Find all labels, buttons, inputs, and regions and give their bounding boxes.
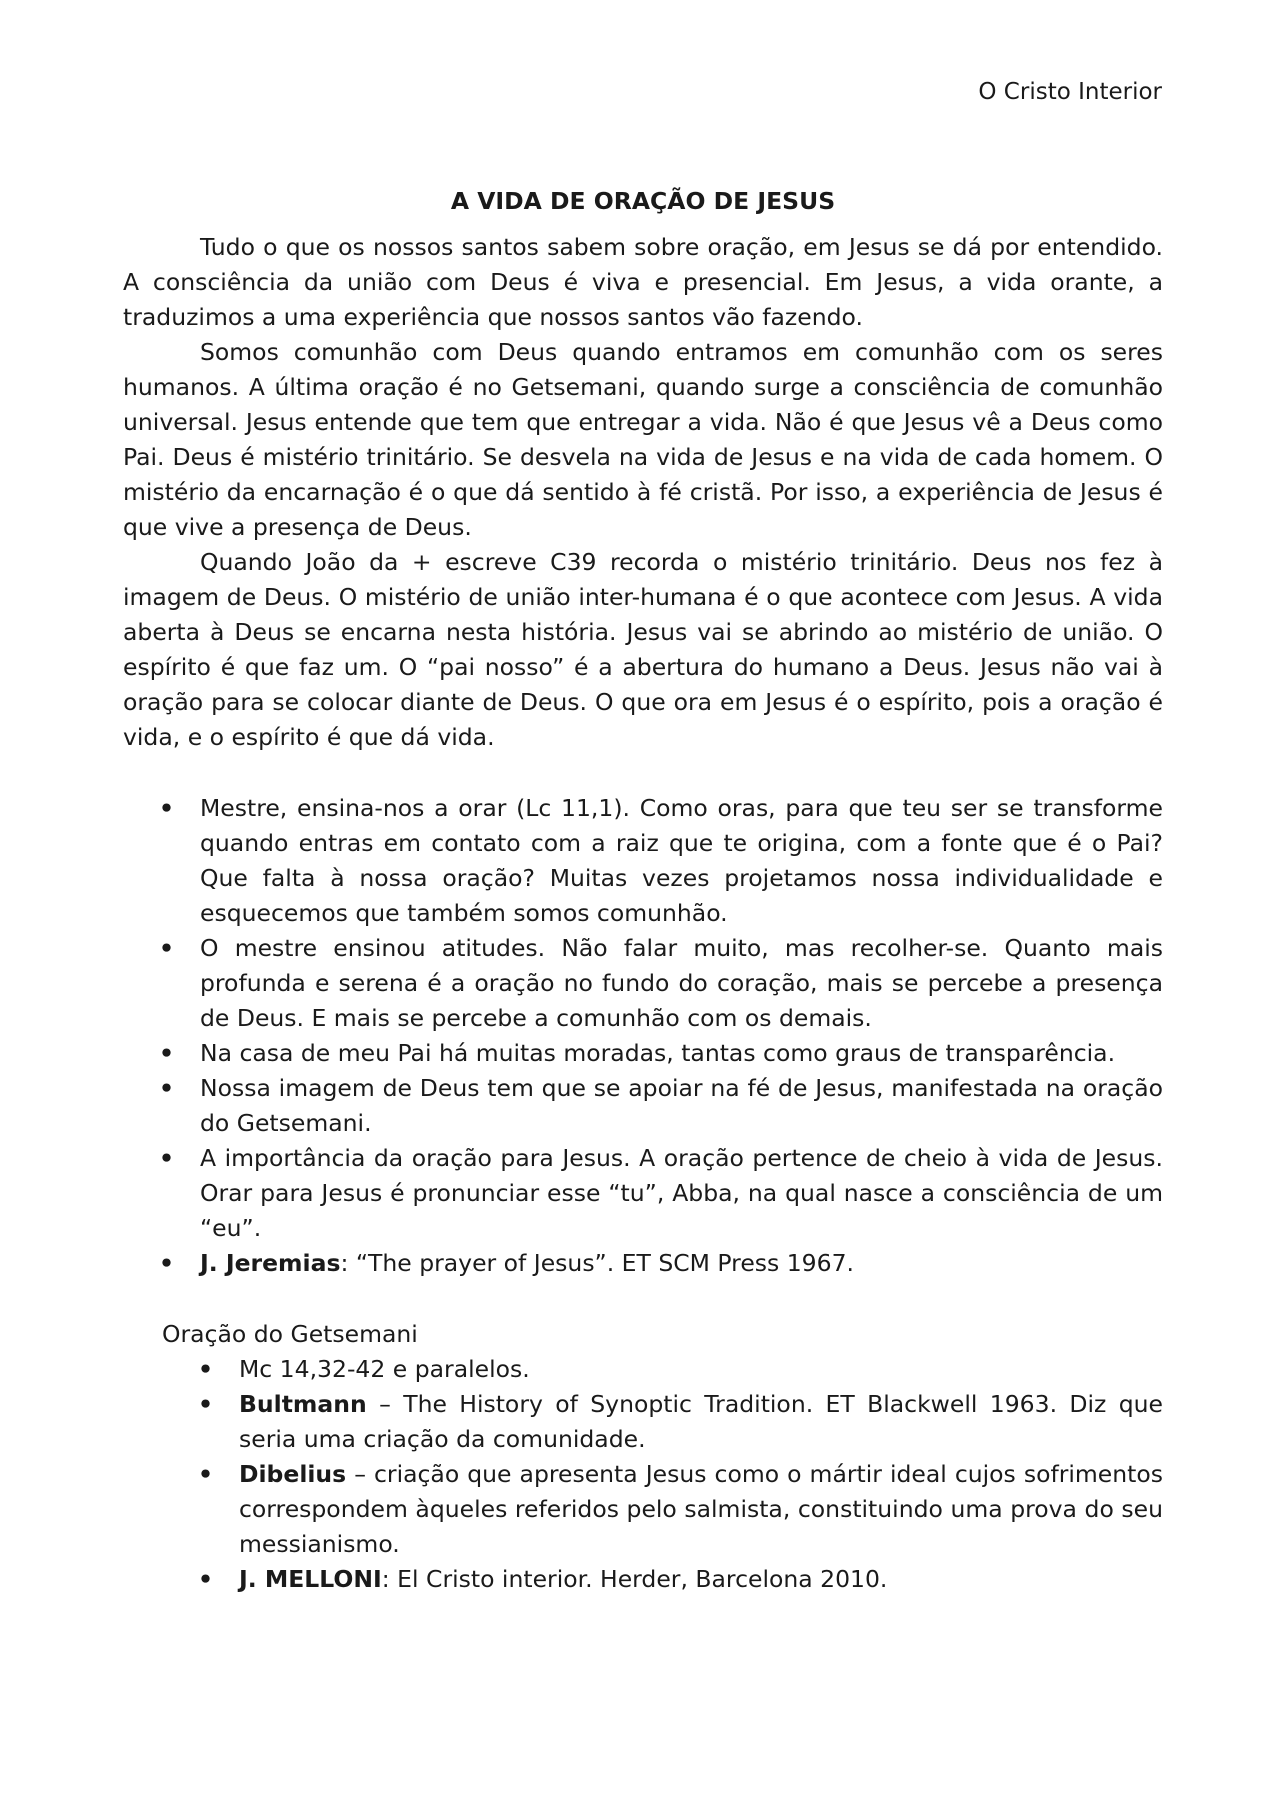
list-item-text: Mc 14,32-42 e paralelos. <box>239 1355 530 1383</box>
list-item-text: Mestre, ensina-nos a orar (Lc 11,1). Como oras, para que teu ser se transforme quando entras em contato com a raiz que te origina, com a fonte que é o Pai? Que falta à nossa oração? Muitas vezes projetamos nossa individualidade e esquecemos que também somos comunhão. <box>200 794 1163 927</box>
spacer <box>123 755 1163 791</box>
bullet-icon: • <box>159 1074 175 1102</box>
bullet-icon: • <box>198 1355 214 1383</box>
list-item-reference <box>123 1246 1163 1281</box>
reference-author: Bultmann <box>239 1390 367 1418</box>
paragraph: Tudo o que os nossos santos sabem sobre oração, em Jesus se dá por entendido. A consciência da união com Deus é viva e presencial. Em Jesus, a vida orante, a traduzimos a uma experiência que nossos santos vão fazendo. <box>123 233 1163 331</box>
list-item <box>123 1352 1163 1387</box>
list-item-text: Nossa imagem de Deus tem que se apoiar na fé de Jesus, manifestada na oração do Getsemani. <box>200 1074 1163 1137</box>
paragraph: Quando João da + escreve C39 recorda o mistério trinitário. Deus nos fez à imagem de Deus. O mistério de união inter-humana é o que acontece com Jesus. A vida aberta à Deus se encarna nesta história. Jesus vai se abrindo ao mistério de união. O espírito é que faz um. O “pai nosso” é a abertura do humano a Deus. Jesus não vai à oração para se colocar diante de Deus. O que ora em Jesus é o espírito, pois a oração é vida, e o espírito é que dá vida. <box>123 548 1163 751</box>
reference-text: : El Cristo interior. Herder, Barcelona 2010. <box>381 1565 888 1593</box>
document-title: A VIDA DE ORAÇÃO DE JESUS <box>450 187 836 215</box>
running-header: O Cristo Interior <box>978 79 1162 105</box>
list-item-text: O mestre ensinou atitudes. Não falar muito, mas recolher-se. Quanto mais profunda e serena é a oração no fundo do coração, mais se percebe a presença de Deus. E mais se percebe a comunhão com os demais. <box>200 934 1163 1032</box>
bullet-list <box>123 791 1163 1281</box>
bullet-icon: • <box>198 1565 214 1593</box>
list-item <box>123 931 1163 1036</box>
spacer <box>123 1281 1163 1317</box>
bullet-icon: • <box>159 934 175 962</box>
reference-text: – criação que apresenta Jesus como o mártir ideal cujos sofrimentos correspondem àqueles referidos pelo salmista, constituindo uma prova do seu messianismo. <box>239 1460 1163 1558</box>
bullet-icon: • <box>159 1039 175 1067</box>
list-item-reference <box>123 1387 1163 1457</box>
list-item <box>123 1071 1163 1141</box>
paragraph: Somos comunhão com Deus quando entramos em comunhão com os seres humanos. A última oração é no Getsemani, quando surge a consciência de comunhão universal. Jesus entende que tem que entregar a vida. Não é que Jesus vê a Deus como Pai. Deus é mistério trinitário. Se desvela na vida de Jesus e na vida de cada homem. O mistério da encarnação é o que dá sentido à fé cristã. Por isso, a experiência de Jesus é que vive a presença de Deus. <box>123 338 1163 541</box>
bullet-icon: • <box>159 1144 175 1172</box>
list-item <box>123 1141 1163 1246</box>
list-item-text: A importância da oração para Jesus. A oração pertence de cheio à vida de Jesus. Orar para Jesus é pronunciar esse “tu”, Abba, na qual nasce a consciência de um “eu”. <box>200 1144 1163 1242</box>
getsemani-list <box>123 1352 1163 1597</box>
bullet-icon: • <box>159 1249 175 1277</box>
list-item-text: Na casa de meu Pai há muitas moradas, tantas como graus de transparência. <box>200 1039 1116 1067</box>
list-item-reference <box>123 1562 1163 1597</box>
reference-text: : “The prayer of Jesus”. ET SCM Press 1967. <box>340 1249 855 1277</box>
reference-author: J. Jeremias <box>200 1249 341 1277</box>
list-item <box>123 791 1163 931</box>
bullet-icon: • <box>159 794 175 822</box>
list-item-reference <box>123 1457 1163 1562</box>
reference-author: J. MELLONI <box>239 1565 382 1593</box>
document-body <box>123 184 1163 1597</box>
section-heading: Oração do Getsemani <box>162 1320 418 1348</box>
reference-author: Dibelius <box>239 1460 347 1488</box>
bullet-icon: • <box>198 1390 214 1418</box>
reference-text: – The History of Synoptic Tradition. ET Blackwell 1963. Diz que seria uma criação da comunidade. <box>239 1390 1163 1453</box>
bullet-icon: • <box>198 1460 214 1488</box>
list-item <box>123 1036 1163 1071</box>
